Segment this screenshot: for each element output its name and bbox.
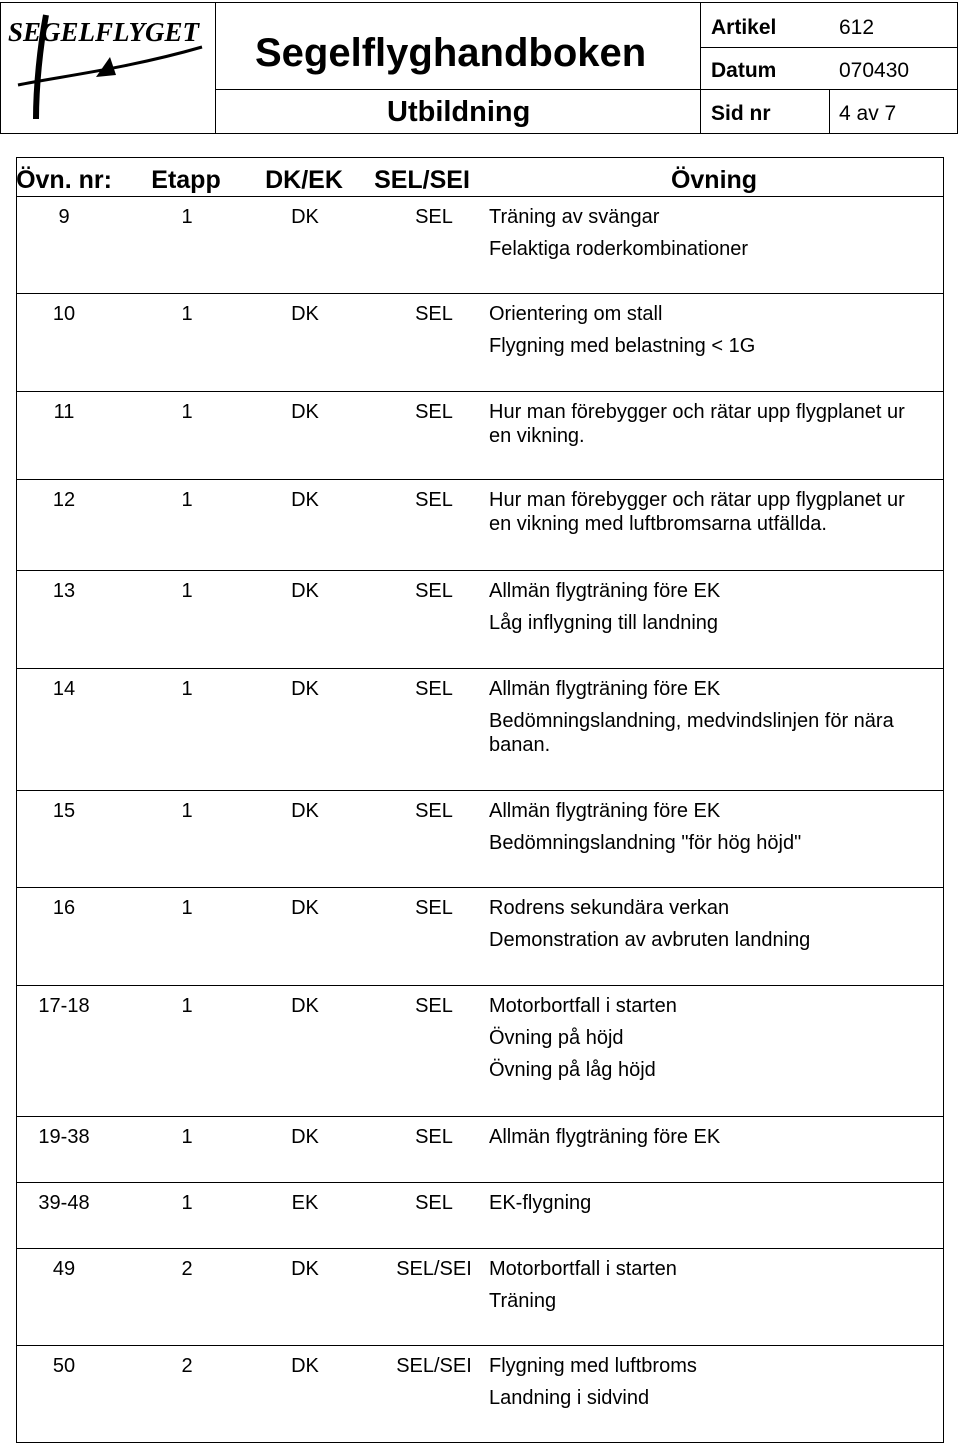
cell-ovning xyxy=(489,1257,929,1321)
ovning-line: Bedömningslandning "för hög höjd" xyxy=(489,832,802,854)
cell-dk-ek: DK xyxy=(291,1126,319,1148)
cell-ovn-nr: 12 xyxy=(52,489,76,511)
table-row xyxy=(17,668,943,791)
cell-ovn-nr: 13 xyxy=(52,580,76,602)
cell-ovning xyxy=(489,896,929,960)
meta-label-datum: Datum xyxy=(711,59,777,82)
exercise-table xyxy=(16,157,944,1443)
cell-ovning xyxy=(489,1125,929,1157)
cell-ovn-nr: 49 xyxy=(52,1258,76,1280)
ovning-line: Allmän flygträning före EK xyxy=(489,580,721,602)
cell-ovning xyxy=(489,400,929,456)
cell-sel-sei: SEL xyxy=(415,303,453,325)
table-row xyxy=(17,1345,943,1443)
cell-etapp: 1 xyxy=(181,206,193,228)
cell-dk-ek: DK xyxy=(291,206,319,228)
document-header xyxy=(0,2,958,134)
cell-ovn-nr: 39-48 xyxy=(38,1192,90,1214)
table-row xyxy=(17,790,943,888)
table-row xyxy=(17,985,943,1117)
cell-etapp: 2 xyxy=(181,1258,193,1280)
ovning-line: Felaktiga roderkombinationer xyxy=(489,238,749,260)
table-row xyxy=(17,293,943,392)
ovning-line: Flygning med luftbroms xyxy=(489,1355,697,1377)
ovning-line: EK-flygning xyxy=(489,1192,592,1214)
cell-ovn-nr: 50 xyxy=(52,1355,76,1377)
cell-dk-ek: DK xyxy=(291,580,319,602)
cell-etapp: 1 xyxy=(181,1192,193,1214)
cell-ovn-nr: 9 xyxy=(58,206,70,228)
meta-value-artikel: 612 xyxy=(839,16,875,39)
cell-ovning xyxy=(489,579,929,643)
cell-dk-ek: DK xyxy=(291,678,319,700)
cell-sel-sei: SEL xyxy=(415,580,453,602)
cell-sel-sei: SEL xyxy=(415,678,453,700)
ovning-line: Hur man förebygger och rätar upp flygplanet ur en vikning. xyxy=(489,401,905,447)
ovning-line: Landning i sidvind xyxy=(489,1387,650,1409)
ovning-line: Allmän flygträning före EK xyxy=(489,800,721,822)
ovning-line: Bedömningslandning, medvindslinjen för nära banan. xyxy=(489,710,894,756)
cell-sel-sei: SEL/SEI xyxy=(396,1355,472,1377)
ovning-line: Flygning med belastning < 1G xyxy=(489,335,756,357)
document-title: Segelflyghandboken xyxy=(255,31,647,75)
ovning-line: Motorbortfall i starten xyxy=(489,995,677,1017)
cell-etapp: 1 xyxy=(181,401,193,423)
meta-label-sidnr: Sid nr xyxy=(711,102,771,125)
cell-etapp: 1 xyxy=(181,580,193,602)
cell-etapp: 1 xyxy=(181,303,193,325)
cell-dk-ek: DK xyxy=(291,1258,319,1280)
cell-sel-sei: SEL/SEI xyxy=(396,1258,472,1280)
meta-value-datum: 070430 xyxy=(839,59,910,82)
cell-dk-ek: DK xyxy=(291,800,319,822)
ovning-line: Allmän flygträning före EK xyxy=(489,678,721,700)
cell-sel-sei: SEL xyxy=(415,1126,453,1148)
table-row xyxy=(17,570,943,669)
ovning-line: Rodrens sekundära verkan xyxy=(489,897,730,919)
ovning-line: Allmän flygträning före EK xyxy=(489,1126,721,1148)
ovning-line: Träning av svängar xyxy=(489,206,660,228)
cell-ovn-nr: 19-38 xyxy=(38,1126,90,1148)
logo-wordmark: SEGELFLYGET xyxy=(8,17,200,47)
table-row xyxy=(17,887,943,986)
ovning-line: Orientering om stall xyxy=(489,303,663,325)
ovning-line: Demonstration av avbruten landning xyxy=(489,929,811,951)
cell-ovning xyxy=(489,799,929,863)
table-row xyxy=(17,479,943,571)
cell-ovn-nr: 14 xyxy=(52,678,76,700)
cell-dk-ek: EK xyxy=(291,1192,319,1214)
ovning-line: Motorbortfall i starten xyxy=(489,1258,677,1280)
cell-dk-ek: DK xyxy=(291,897,319,919)
cell-ovning xyxy=(489,205,929,269)
cell-sel-sei: SEL xyxy=(415,995,453,1017)
cell-ovn-nr: 15 xyxy=(52,800,76,822)
cell-sel-sei: SEL xyxy=(415,401,453,423)
cell-etapp: 1 xyxy=(181,995,193,1017)
cell-sel-sei: SEL xyxy=(415,206,453,228)
column-header-ovning: Övning xyxy=(670,166,758,194)
cell-dk-ek: DK xyxy=(291,489,319,511)
table-row xyxy=(17,196,943,294)
cell-ovn-nr: 10 xyxy=(52,303,76,325)
column-header-sel-sei: SEL/SEI xyxy=(374,166,470,194)
cell-dk-ek: DK xyxy=(291,303,319,325)
cell-dk-ek: DK xyxy=(291,401,319,423)
cell-dk-ek: DK xyxy=(291,1355,319,1377)
ovning-line: Övning på höjd xyxy=(489,1027,624,1049)
table-row xyxy=(17,391,943,480)
cell-etapp: 1 xyxy=(181,678,193,700)
table-row xyxy=(17,1182,943,1249)
cell-etapp: 1 xyxy=(181,1126,193,1148)
ovning-line: Träning xyxy=(489,1290,557,1312)
document-subtitle: Utbildning xyxy=(387,96,531,128)
table-row xyxy=(17,1116,943,1183)
cell-ovning xyxy=(489,1354,929,1418)
cell-sel-sei: SEL xyxy=(415,489,453,511)
cell-sel-sei: SEL xyxy=(415,897,453,919)
cell-etapp: 1 xyxy=(181,897,193,919)
segelflyget-logo xyxy=(6,7,210,129)
ovning-line: Låg inflygning till landning xyxy=(489,612,719,634)
cell-etapp: 2 xyxy=(181,1355,193,1377)
cell-ovning xyxy=(489,1191,929,1223)
cell-ovning xyxy=(489,488,929,544)
column-header-etapp: Etapp xyxy=(151,166,221,194)
cell-ovn-nr: 16 xyxy=(52,897,76,919)
meta-label-artikel: Artikel xyxy=(711,16,777,39)
ovning-line: Hur man förebygger och rätar upp flygplanet ur en vikning med luftbromsarna utfällda. xyxy=(489,489,905,535)
table-row xyxy=(17,1248,943,1346)
meta-value-sidnr: 4 av 7 xyxy=(839,102,897,125)
cell-ovning xyxy=(489,994,929,1090)
column-header-dk-ek: DK/EK xyxy=(265,166,343,194)
cell-ovn-nr: 11 xyxy=(53,401,75,423)
cell-ovn-nr: 17-18 xyxy=(38,995,90,1017)
cell-ovning xyxy=(489,302,929,366)
cell-ovning xyxy=(489,677,929,765)
ovning-line: Övning på låg höjd xyxy=(489,1059,656,1081)
cell-sel-sei: SEL xyxy=(415,800,453,822)
cell-etapp: 1 xyxy=(181,800,193,822)
column-header-ovn-nr: Övn. nr: xyxy=(16,166,112,194)
cell-dk-ek: DK xyxy=(291,995,319,1017)
cell-etapp: 1 xyxy=(181,489,193,511)
cell-sel-sei: SEL xyxy=(415,1192,453,1214)
